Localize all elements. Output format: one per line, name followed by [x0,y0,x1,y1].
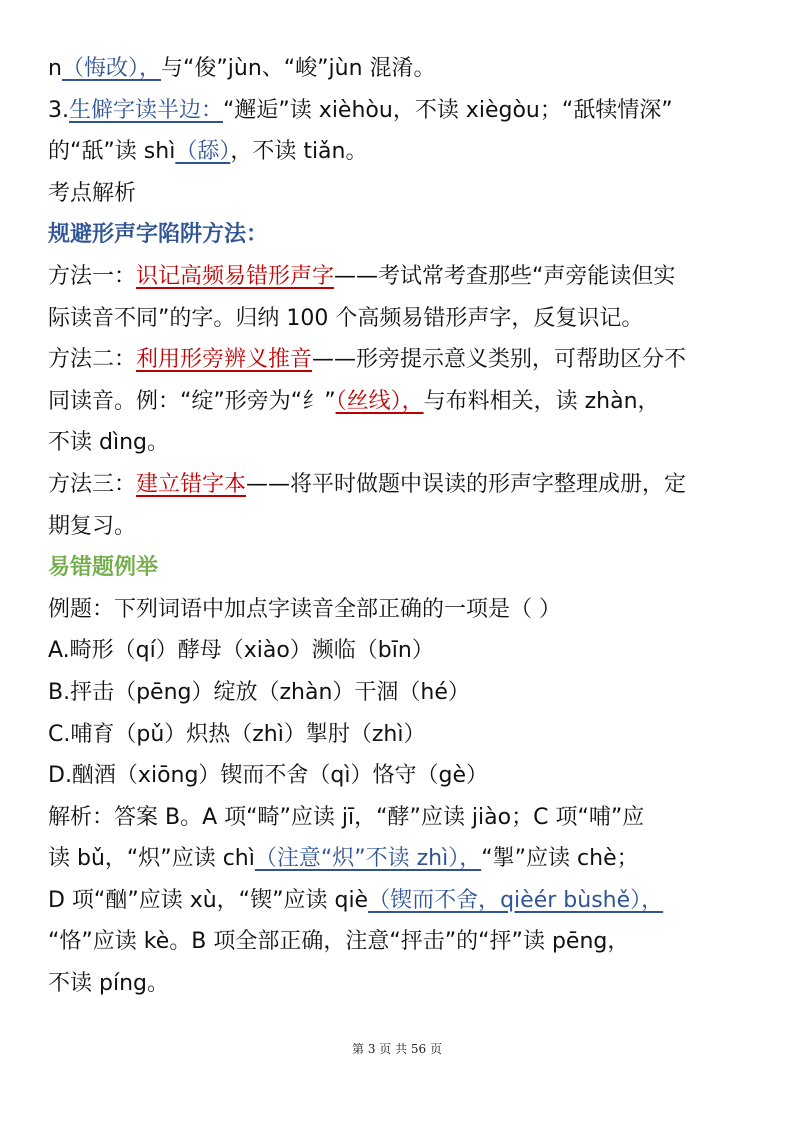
text-line [48,506,758,548]
text-span: 考点解析 [48,180,137,206]
text-span: 期复习。 [48,513,137,539]
text-span: B.抨击（pēng）绽放（zhàn）干涸（hé） [48,679,470,705]
highlight-text: （锲而不舍，qièér bùshě）， [368,887,664,913]
highlight-text: 识记高频易错形声字 [136,263,335,289]
text-span: ——考试常考查那些“声旁能读但实 [334,263,676,289]
text-span: 方法三： [48,471,137,497]
text-span: 读 bǔ，“炽”应读 chì [48,846,255,872]
highlight-text: 利用形旁辨义推音 [136,347,313,373]
text-line [48,90,758,132]
text-line [48,422,758,464]
text-line [48,797,758,839]
text-span: “恪”应读 kè。B 项全部正确，注意“抨击”的“抨”读 pēng， [48,929,630,955]
highlight-text: （悔改）， [61,56,161,81]
text-line [48,755,758,797]
text-line [48,547,758,589]
text-span: 的“舐”读 shì [48,139,176,165]
text-span: 不读 dìng。 [48,430,169,456]
document-body [48,48,758,1005]
text-span: 际读音不同”的字。归纳 100 个高频易错形声字，反复识记。 [48,305,644,331]
text-span: 3. [48,97,69,123]
text-line [48,339,758,381]
text-span: ——形旁提示意义类别，可帮助区分不 [312,347,687,373]
text-span: ——将平时做题中误读的形声字整理成册，定 [246,471,687,497]
text-span: 例题：下列词语中加点字读音全部正确的一项是（ ） [48,596,561,622]
page-footer: 第 3 页 共 56 页 [352,1042,442,1056]
text-span: C.哺育（pǔ）炽热（zhì）掣肘（zhì） [48,721,426,747]
text-line [48,921,758,963]
text-span: “掣”应读 chè； [481,846,639,872]
text-line [48,173,758,215]
text-line [48,464,758,506]
text-line [48,838,758,880]
text-span: n [48,56,62,81]
text-span: 方法一： [48,263,137,289]
text-span: 不读 píng。 [48,971,169,997]
text-line [48,714,758,756]
highlight-text: （丝线）， [335,388,424,414]
text-span: A.畸形（qí）酵母（xiào）濒临（bīn） [48,638,434,664]
highlight-text: 生僻字读半边： [69,97,224,123]
text-span: “邂逅”读 xièhòu，不读 xiègòu；“舐犊情深” [223,97,673,123]
text-line [48,256,758,298]
text-span: 方法二： [48,347,137,373]
text-line [48,672,758,714]
text-span: 与“俊”jùn、“峻”jùn 混淆。 [160,56,436,81]
text-line [48,298,758,340]
highlight-text: （注意“炽”不读 zhì）， [254,846,482,872]
highlight-text: 规避形声字陷阱方法： [48,222,269,248]
text-span: ，不读 tiǎn。 [230,139,368,165]
text-line [48,381,758,423]
highlight-text: （舔） [175,139,231,165]
text-line [48,131,758,173]
highlight-text: 易错题例举 [48,555,159,581]
text-line [48,214,758,256]
text-span: 同读音。例：“绽”形旁为“纟” [48,388,336,414]
text-span: D.酗酒（xiōng）锲而不舍（qì）恪守（gè） [48,763,489,789]
text-span: 与布料相关，读 zhàn， [423,388,660,414]
text-line [48,589,758,631]
text-line [48,880,758,922]
text-line [48,963,758,1005]
text-line [48,48,758,90]
text-line [48,630,758,672]
text-span: 解析：答案 B。A 项“畸”应读 jī，“酵”应读 jiào；C 项“哺”应 [48,804,645,830]
highlight-text: 建立错字本 [136,471,247,497]
text-span: D 项“酗”应读 xù，“锲”应读 qiè [48,887,369,913]
